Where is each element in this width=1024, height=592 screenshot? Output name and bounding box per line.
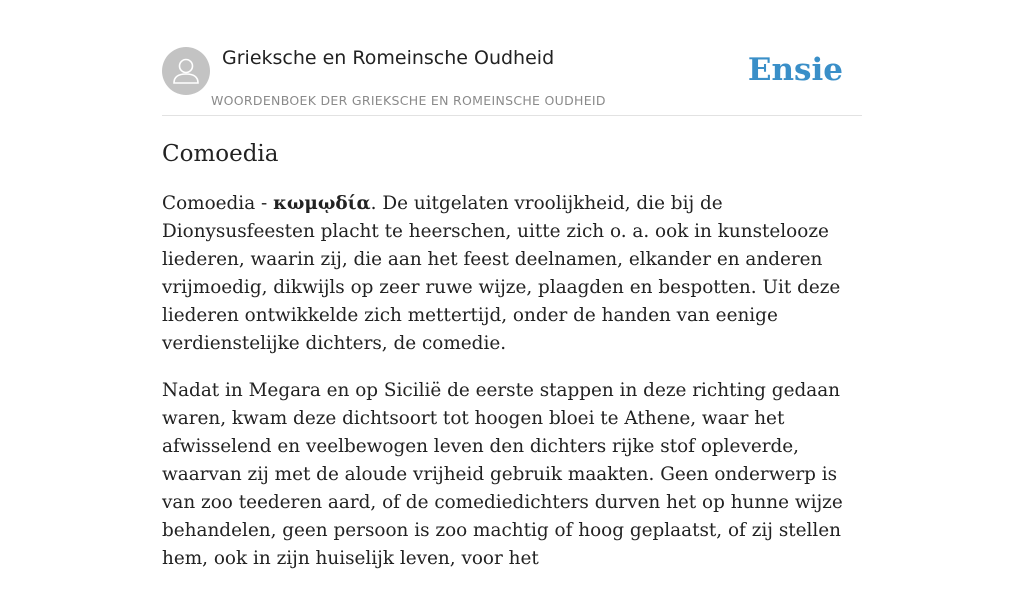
article-content [162,138,862,592]
site-title-link[interactable]: Grieksche en Romeinsche Oudheid [222,47,555,69]
user-avatar-icon[interactable] [162,47,210,95]
article-paragraph-1 [162,190,862,358]
header-divider [162,115,862,116]
dictionary-subtitle-link[interactable]: WOORDENBOEK DER GRIEKSCHE EN ROMEINSCHE OUDHEID [211,93,606,108]
paragraph-1-text: . De uitgelaten vroolijkheid, die bij de Dionysusfeesten placht te heerschen, uitte zich o. a. ook in kunstelooze liederen, waarin zij, die aan het feest deelnamen, elkander en anderen vrijmoedig, dikwijls op zeer ruwe wijze, plaagden en bespotten. Uit deze liederen ontwikkelde zich mettertijd, onder de handen van eenige verdienstelijke dichters, de comedie. [162,193,841,354]
ensie-logo-link[interactable]: Ensie [747,52,843,88]
article-title: Comoedia [162,141,279,167]
site-header [162,46,862,116]
lemma-lead: Comoedia - [162,193,274,214]
greek-term: κωμῳδία [273,193,371,214]
article-paragraph-2: Nadat in Megara en op Sicilië de eerste stappen in deze richting gedaan waren, kwam deze dichtsoort tot hoogen bloei te Athene, waar het afwisselend en veelbewogen leven den dichters rijke stof opleverde, waarvan zij met de aloude vrijheid gebruik maakten. Geen onderwerp is van zoo teederen aard, of de comediedichters durven het op hunne wijze behandelen, geen persoon is zoo machtig of hoog geplaatst, of zij stellen hem, ook in zijn huiselijk leven, voor het [162,380,843,569]
